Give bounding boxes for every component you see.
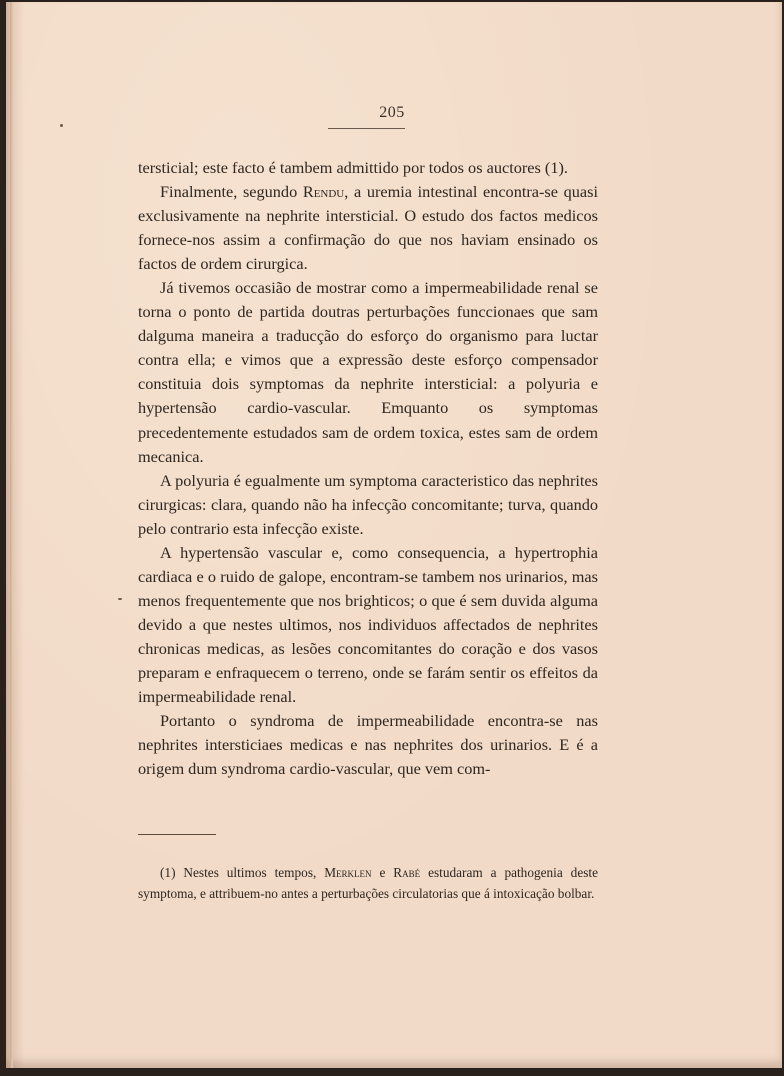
paragraph	[138, 156, 598, 180]
text-run: e	[371, 865, 394, 880]
paragraph	[138, 469, 598, 541]
page-fold	[10, 2, 13, 1068]
paragraph	[138, 709, 598, 781]
author-name: Merklen	[324, 865, 372, 880]
text-run: estudaram a pathogenia deste symptoma, e attribuem-no antes a perturbações circulatorias que á intoxicação bolbar.	[138, 865, 599, 901]
paragraph	[138, 180, 598, 276]
author-name: Rendu	[302, 182, 345, 202]
text-run: A polyuria é egualmente um symptoma caracteristico das nephrites cirurgicas: clara, quando não ha infecção concomitante; turva, quando pelo contrario esta infecção existe.	[138, 470, 598, 538]
page-header	[0, 104, 784, 122]
paragraph	[138, 276, 598, 468]
text-run: Finalmente, segundo	[160, 182, 303, 202]
text-run: (1) Nestes ultimos tempos,	[160, 865, 325, 880]
footnote-rule	[138, 834, 216, 835]
text-run: tersticial; este facto é tambem admittido por todos os auctores (1).	[138, 158, 568, 177]
text-run: Já tivemos occasião de mostrar como a impermeabilidade renal se torna o ponto de partida doutras perturbações funccionaes que sam dalguma maneira a traducção do esforço do organismo para luctar contra ella; e vimos que a expressão deste esforço compensador constituia dois symptomas da nephrite intersticial: a polyuria e hypertensão cardio-vascular. Emquanto os symptomas precedentemente estudados sam de ordem toxica, estes sam de ordem mecanica.	[138, 278, 598, 466]
paper-speck	[118, 598, 122, 600]
body-text	[138, 156, 598, 781]
author-name: Rabé	[393, 865, 421, 880]
paragraph	[138, 541, 598, 709]
text-run: A hypertensão vascular e, como consequencia, a hypertrophia cardiaca e o ruido de galope, encontram-se tambem nos urinarios, mas menos frequentemente que nos brighticos; o que é sem duvida alguma devido a que nestes ultimos, nos individuos affectados de nephrites chronicas medicas, as lesões concomitantes do coração e dos vasos preparam e enfraquecem o terreno, onde se farám sentir os effeitos da impermeabilidade renal.	[138, 542, 598, 707]
header-rule	[328, 128, 405, 129]
page-number: 205	[379, 104, 405, 121]
paper-speck	[60, 124, 63, 127]
text-run: , a uremia intestinal encontra-se quasi exclusivamente na nephrite intersticial. O estudo dos factos medicos fornece-nos assim a confirmação do que nos haviam ensinado os factos de ordem cirurgica.	[138, 182, 598, 274]
footnote-1	[138, 862, 598, 904]
footnotes	[138, 862, 598, 904]
text-run: Portanto o syndroma de impermeabilidade encontra-se nas nephrites intersticiaes medicas e nas nephrites dos urinarios. E é a origem dum syndroma cardio-vascular, que vem com-	[138, 711, 598, 779]
